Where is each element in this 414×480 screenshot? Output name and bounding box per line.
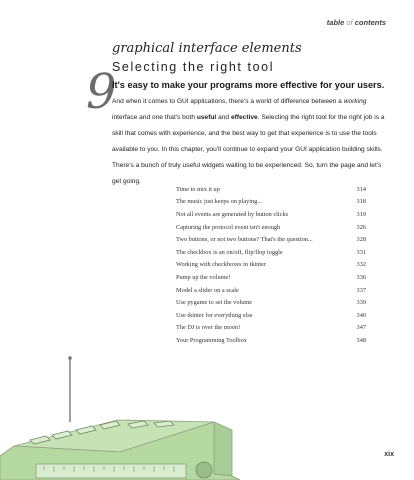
toc-entry[interactable] xyxy=(176,334,366,347)
toc-entry[interactable] xyxy=(176,196,366,209)
radio-tuning-knob xyxy=(196,462,212,478)
toc-entry-page: 332 xyxy=(356,261,366,269)
intro-paragraph xyxy=(112,94,392,190)
toc-entry-page: 331 xyxy=(356,248,366,256)
toc-entry-page: 319 xyxy=(356,210,366,218)
chapter-number: 9 xyxy=(86,64,117,120)
intro-text-4: . Selecting the right tool for the right job is a skill that comes with experience, and the best way to get that experience is to use the tools available to you. In this chapter, you'll continue to expand your GUI application building skills. There's a bunch of truly useful widgets waiting to be experienced. So, turn the page and let's get going. xyxy=(112,114,385,185)
toc-entry-page: 328 xyxy=(356,236,366,244)
toc-entry-title: The checkbox is an on/off, flip/flop toggle xyxy=(176,248,283,256)
header-suffix: contents xyxy=(352,18,386,27)
toc-entry[interactable] xyxy=(176,221,366,234)
toc-entry[interactable] xyxy=(176,296,366,309)
toc-entry-page: 339 xyxy=(356,299,366,307)
toc-entry[interactable] xyxy=(176,322,366,335)
toc-entry-page: 348 xyxy=(356,336,366,344)
toc-entry-title: Use tkinter for everything else xyxy=(176,311,253,319)
intro-text-useful: useful xyxy=(196,114,217,121)
toc-entry-title: Your Programming Toolbox xyxy=(176,336,247,344)
toc-entry-page: 326 xyxy=(356,223,366,231)
toc-entry[interactable] xyxy=(176,309,366,322)
intro-text-1: And when it comes to GUI applications, there's a world of difference between a xyxy=(112,98,344,105)
chapter-intro xyxy=(112,80,392,190)
toc-entry[interactable] xyxy=(176,259,366,272)
radio-illustration xyxy=(0,356,240,480)
intro-text-working: working xyxy=(343,98,367,105)
toc-entry-page: 347 xyxy=(356,324,366,332)
toc-entry-title: Two buttons, or not two buttons? That's the question... xyxy=(176,236,313,244)
toc-list xyxy=(176,183,366,347)
toc-entry-title: Use pygame to set the volume xyxy=(176,299,253,307)
intro-text-effective: effective xyxy=(230,114,258,121)
toc-entry-title: Capturing the protocol event isn't enough xyxy=(176,223,281,231)
radio-antenna-tip xyxy=(68,356,72,360)
page-number: xix xyxy=(384,451,394,458)
toc-entry-title: Not all events are generated by button clicks xyxy=(176,210,289,218)
toc-entry-title: Time to mix it up xyxy=(176,185,220,193)
toc-entry-title: The music just keeps on playing... xyxy=(176,198,263,206)
header-prefix: table xyxy=(326,18,347,27)
toc-entry[interactable] xyxy=(176,208,366,221)
running-header xyxy=(327,18,386,27)
toc-entry[interactable] xyxy=(176,233,366,246)
toc-entry-title: Working with checkboxes in tkinter xyxy=(176,261,267,269)
toc-entry-page: 318 xyxy=(356,198,366,206)
toc-entry-page: 314 xyxy=(356,185,366,193)
chapter-title: graphical interface elements xyxy=(112,41,302,56)
toc-entry-title: Pump up the volume! xyxy=(176,273,231,281)
toc-entry[interactable] xyxy=(176,284,366,297)
header-of: of xyxy=(346,18,353,27)
toc-entry-title: The DJ is over the moon! xyxy=(176,324,241,332)
toc-entry-title: Model a slider on a scale xyxy=(176,286,239,294)
toc-entry-page: 340 xyxy=(356,311,366,319)
toc-entry-page: 336 xyxy=(356,273,366,281)
toc-entry[interactable] xyxy=(176,271,366,284)
intro-lead: It's easy to make your programs more effective for your users. xyxy=(112,80,385,90)
radio-dial-window xyxy=(36,464,186,478)
intro-text-3: and xyxy=(216,114,231,121)
toc-entry[interactable] xyxy=(176,246,366,259)
toc-entry[interactable] xyxy=(176,183,366,196)
radio-side-face xyxy=(214,422,232,476)
toc-entry-page: 337 xyxy=(356,286,366,294)
intro-text-2: interface and one that's both xyxy=(112,114,197,121)
chapter-subtitle: Selecting the right tool xyxy=(112,60,275,74)
